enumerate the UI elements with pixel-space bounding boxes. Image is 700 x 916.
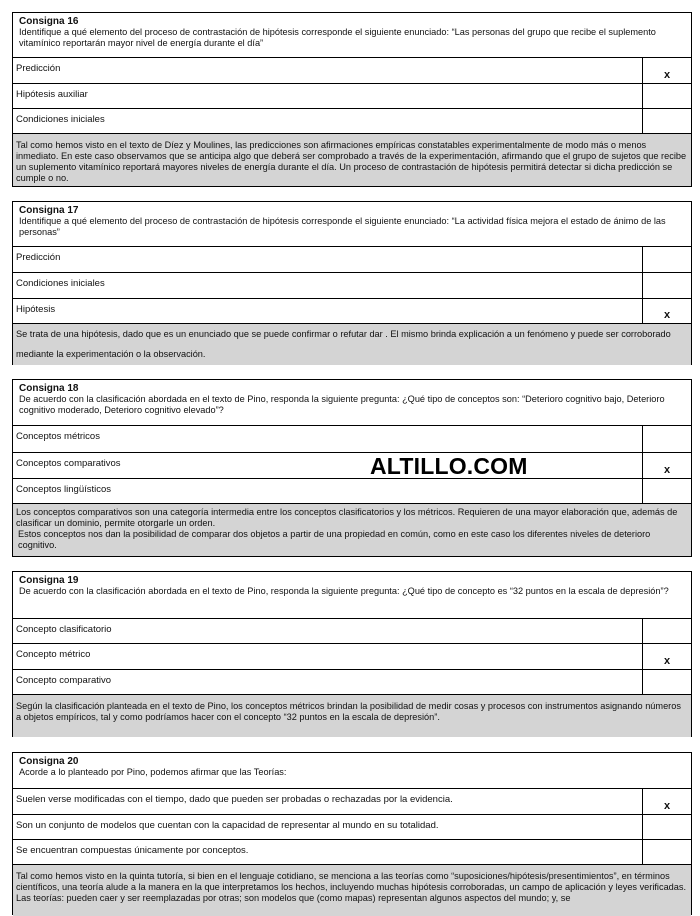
answer-mark [642, 840, 691, 864]
answer-option[interactable] [13, 299, 691, 324]
question-title: Consigna 17 [19, 205, 79, 216]
option-label: Hipótesis [16, 304, 56, 315]
option-label: Concepto clasificatorio [16, 624, 112, 635]
answer-option[interactable] [13, 670, 691, 695]
explanation: Tal como hemos visto en la quinta tutoría, si bien en el lenguaje cotidiano, se menciona a las teorías como “suposiciones/hipótesis/presentimientos”, en términos científicos, una teoría alude a la manera en la que interpretamos los hechos, incluyendo muchas hipótesis corroboradas, un campo de aplicación y leyes verificadas. Las teorías: pueden caer y ser reemplazadas por otras; son modelos que (como mapas) representan algunos aspectos del mundo; y, se [13, 865, 691, 916]
answer-option[interactable] [13, 273, 691, 299]
answer-option[interactable] [13, 840, 691, 865]
consigna-16 [12, 12, 692, 187]
option-label: Conceptos lingüísticos [16, 484, 112, 495]
explanation [13, 504, 691, 556]
answer-mark [642, 247, 691, 272]
question-title: Consigna 18 [19, 383, 79, 394]
question-text: Identifique a qué elemento del proceso de contrastación de hipótesis corresponde el siguiente enunciado: “La actividad física mejora el estado de ánimo de las personas” [19, 216, 666, 237]
option-label: Predicción [16, 63, 61, 74]
answer-option[interactable] [13, 789, 691, 815]
question-title: Consigna 16 [19, 16, 79, 27]
answer-option[interactable] [13, 619, 691, 644]
option-label: Se encuentran compuestas únicamente por conceptos. [16, 845, 249, 856]
answer-mark [642, 619, 691, 643]
consigna-17 [12, 201, 692, 365]
option-label: Predicción [16, 252, 61, 263]
answer-option[interactable] [13, 247, 691, 273]
answer-mark: x [642, 299, 691, 323]
answer-option[interactable] [13, 453, 691, 479]
answer-mark [642, 84, 691, 108]
answer-option[interactable] [13, 479, 691, 504]
answer-mark [642, 273, 691, 298]
answer-mark [642, 426, 691, 452]
question-header [13, 572, 691, 619]
answer-mark [642, 670, 691, 694]
consigna-19 [12, 571, 692, 737]
answer-option[interactable] [13, 815, 691, 840]
question-text: Acorde a lo planteado por Pino, podemos afirmar que las Teorías: [19, 767, 287, 777]
option-label: Son un conjunto de modelos que cuentan con la capacidad de representar al mundo en su totalidad. [16, 820, 439, 831]
option-label: Suelen verse modificadas con el tiempo, dado que pueden ser probadas o rechazadas por la evidencia. [16, 794, 453, 805]
option-label: Concepto comparativo [16, 675, 112, 686]
question-text: Identifique a qué elemento del proceso de contrastación de hipótesis corresponde el siguiente enunciado: “Las personas del grupo que recibe el suplemento vitamínico reportarán mayor nivel de energía durante el día” [19, 27, 656, 48]
option-label: Conceptos métricos [16, 431, 100, 442]
question-text: De acuerdo con la clasificación abordada en el texto de Pino, responda la siguiente pregunta: ¿Qué tipo de concepto es “32 puntos en la escala de depresión”? [19, 586, 669, 596]
explanation-paragraph: Los conceptos comparativos son una categoría intermedia entre los conceptos clasificatorios y los métricos. Requieren de una mayor elaboración que, además de clasificar un dominio, permite otorgarle un orden. [16, 507, 678, 528]
question-header [13, 380, 691, 426]
explanation-paragraph: Estos conceptos nos dan la posibilidad de comparar dos objetos a partir de una propiedad en común, como en este caso los diferentes niveles de deterioro cognitivo. [18, 529, 651, 550]
option-label: Concepto métrico [16, 649, 91, 660]
watermark: ALTILLO.COM [370, 453, 528, 479]
consigna-18 [12, 379, 692, 557]
question-header [13, 753, 691, 789]
answer-mark [642, 815, 691, 839]
option-label: Condiciones iniciales [16, 278, 105, 289]
answer-mark [642, 479, 691, 503]
question-title: Consigna 19 [19, 575, 79, 586]
question-header [13, 13, 691, 58]
question-header [13, 202, 691, 247]
question-title: Consigna 20 [19, 756, 79, 767]
explanation: Se trata de una hipótesis, dado que es un enunciado que se puede confirmar o refutar dar . El mismo brinda explicación a un fenómeno y puede ser corroborado mediante la experimentación o la observación. [13, 324, 691, 365]
answer-mark: x [642, 789, 691, 814]
explanation: Según la clasificación planteada en el texto de Pino, los conceptos métricos brindan la posibilidad de medir cosas y procesos con instrumentos asignando números a objetos empíricos, tal y como podríamos hacer con el concepto “32 puntos en la escala de depresión”. [13, 695, 691, 737]
answer-option[interactable] [13, 644, 691, 670]
answer-mark: x [642, 644, 691, 669]
option-label: Hipótesis auxiliar [16, 89, 88, 100]
option-label: Condiciones iniciales [16, 114, 105, 125]
answer-option[interactable] [13, 58, 691, 84]
consigna-20 [12, 752, 692, 915]
question-text: De acuerdo con la clasificación abordada en el texto de Pino, responda la siguiente pregunta: ¿Qué tipo de conceptos son: “Deterioro cognitivo bajo, Deterioro cognitivo moderado, Deterioro cognitivo elevado”? [19, 394, 665, 415]
answer-option[interactable] [13, 84, 691, 109]
answer-mark [642, 109, 691, 133]
explanation: Tal como hemos visto en el texto de Díez y Moulines, las predicciones son afirmaciones empíricas constatables experimentalmente de modo más o menos inmediato. En este caso observamos que se anticipa algo que deberá ser comprobado a través de la experimentación, afirmando que el grupo de sujetos que recibe un suplemento vitamínico reportará mayores niveles de energía durante el día. Un proceso de contrastación de hipótesis permitirá detectar si dicha predicción se cumple o no. [13, 134, 691, 186]
answer-option[interactable] [13, 426, 691, 453]
answer-mark: x [642, 58, 691, 83]
option-label: Conceptos comparativos [16, 458, 121, 469]
answer-option[interactable] [13, 109, 691, 134]
answer-mark: x [642, 453, 691, 478]
